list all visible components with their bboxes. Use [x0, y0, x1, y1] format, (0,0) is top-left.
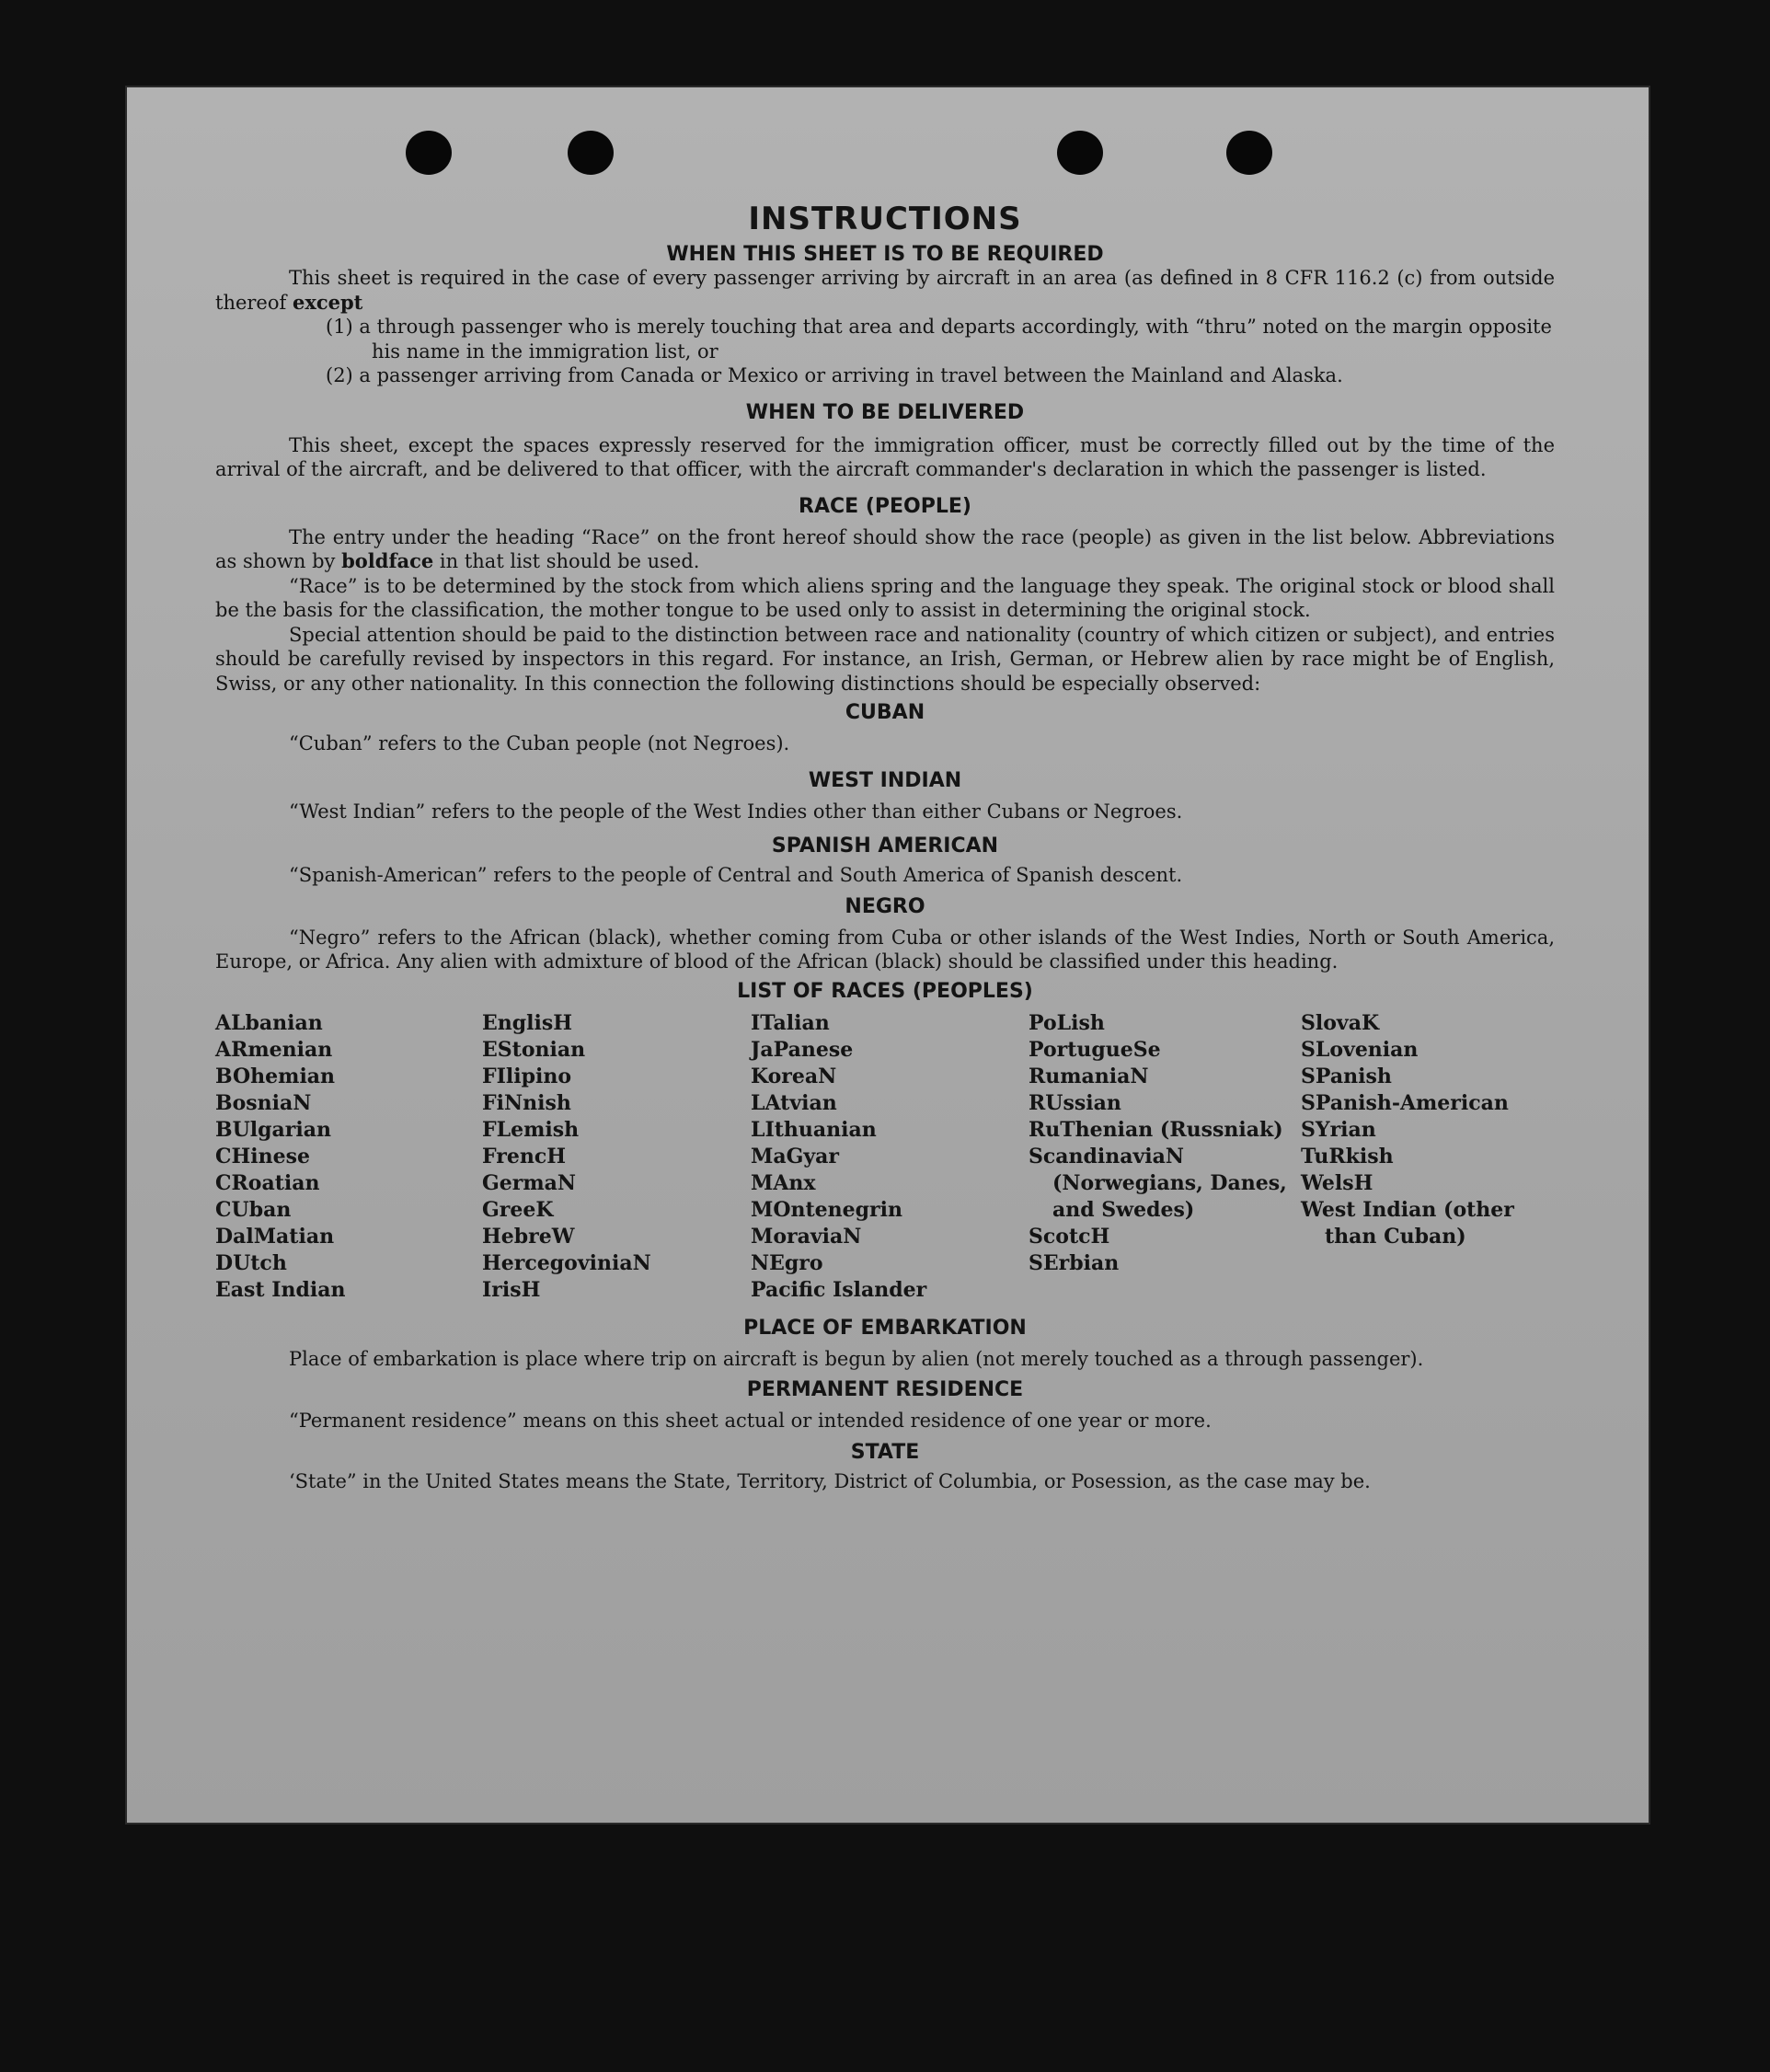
punch-hole [406, 131, 452, 175]
embarkation-text: Place of embarkation is place where trip on aircraft is begun by alien (not merely touched as a through passenger). [289, 1347, 1424, 1370]
race-entry: NEgro [751, 1250, 823, 1275]
race-entry: EnglisH [482, 1010, 573, 1035]
race-entry: WelsH [1301, 1170, 1373, 1195]
race-entry: MaGyar [751, 1144, 840, 1168]
race-entry: PoLish [1029, 1010, 1105, 1035]
section-heading-race: RACE (PEOPLE) [799, 494, 971, 518]
race-entry: JaPanese [751, 1037, 854, 1062]
section-heading-cuban: CUBAN [845, 701, 925, 724]
section-heading-embarkation: PLACE OF EMBARKATION [743, 1316, 1027, 1340]
race-entry: MAnx [751, 1170, 816, 1195]
race-entry: ScandinaviaN (Norwegians, Danes, and Swedes) [1029, 1144, 1287, 1222]
race-entry: GermaN [482, 1170, 577, 1195]
instructions-content [215, 201, 1555, 1493]
race-entry: ARmenian [215, 1037, 333, 1062]
races-column [751, 1010, 1029, 1304]
section-heading-state: STATE [850, 1440, 920, 1464]
race-entry: HercegoviniaN [482, 1250, 651, 1275]
race-entry: BOhemian [215, 1064, 336, 1088]
spanish-american-text: “Spanish-American” refers to the people of Central and South America of Spanish descent. [289, 864, 1183, 886]
race-entry: FrencH [482, 1144, 566, 1168]
race-entry: GreeK [482, 1197, 554, 1222]
race-entry: LAtvian [751, 1090, 837, 1115]
race-entry: ALbanian [215, 1010, 323, 1035]
race-entry: SPanish [1301, 1064, 1392, 1088]
race-entry: FiNnish [482, 1090, 571, 1115]
race-entry: IrisH [482, 1277, 541, 1302]
race-entry: Pacific Islander [751, 1277, 927, 1302]
west-indian-text: “West Indian” refers to the people of the West Indies other than either Cubans or Negroes. [289, 800, 1183, 823]
punch-hole [1057, 131, 1103, 175]
race-entry: FIlipino [482, 1064, 572, 1088]
punch-hole [1226, 131, 1272, 175]
race-entry: TuRkish [1301, 1144, 1394, 1168]
when-required-intro: This sheet is required in the case of every passenger arriving by aircraft in an area (as defined in 8 CFR 116.2 (c) from outside thereof except [215, 267, 1555, 314]
race-entry: HebreW [482, 1224, 575, 1249]
when-required-item: (1) a through passenger who is merely touching that area and departs accordingly, with “thru” noted on the margin opposite his name in the immigration list, or [326, 316, 1552, 363]
punch-hole [568, 131, 614, 175]
race-entry: EStonian [482, 1037, 586, 1062]
race-entry: CUban [215, 1197, 292, 1222]
race-entry: PortugueSe [1029, 1037, 1161, 1062]
negro-text: “Negro” refers to the African (black), whether coming from Cuba or other islands of the West Indies, North or South America, Europe, or Africa. Any alien with admixture of blood of the African (black) should be classified under this heading. [215, 926, 1555, 973]
state-text: ‘State” in the United States means the State, Territory, District of Columbia, or Posession, as the case may be. [289, 1469, 1371, 1492]
race-paragraph-3: Special attention should be paid to the distinction between race and nationality (country of which citizen or subject), and entries should be carefully revised by inspectors in this regard. For instance, an Irish, German, or Hebrew alien by race might be of English, Swiss, or any other nationality. In this connection the following distinctions should be especially observed: [215, 623, 1555, 695]
when-required-item: (2) a passenger arriving from Canada or Mexico or arriving in travel between the Mainland and Alaska. [326, 364, 1343, 386]
race-entry: RUssian [1029, 1090, 1121, 1115]
section-heading-spanish-american: SPANISH AMERICAN [771, 835, 999, 858]
race-entry: West Indian (other than Cuban) [1301, 1197, 1514, 1249]
section-heading-when-required: WHEN THIS SHEET IS TO BE REQUIRED [666, 243, 1104, 266]
races-column [1029, 1010, 1301, 1304]
race-entry: ITalian [751, 1010, 830, 1035]
race-entry: SLovenian [1301, 1037, 1419, 1062]
cuban-text: “Cuban” refers to the Cuban people (not Negroes). [289, 732, 790, 754]
races-column [215, 1010, 482, 1304]
race-entry: RumaniaN [1029, 1064, 1149, 1088]
races-column [1301, 1010, 1555, 1304]
race-entry: MOntenegrin [751, 1197, 902, 1222]
section-heading-when-delivered: WHEN TO BE DELIVERED [745, 400, 1025, 424]
race-entry: SPanish-American [1301, 1090, 1509, 1115]
race-entry: East Indian [215, 1277, 346, 1302]
race-entry: BUlgarian [215, 1117, 331, 1142]
race-entry: SErbian [1029, 1250, 1120, 1275]
race-entry: RuThenian (Russniak) [1029, 1117, 1283, 1142]
race-entry: DalMatian [215, 1224, 335, 1249]
section-heading-negro: NEGRO [845, 894, 925, 918]
section-heading-permanent-residence: PERMANENT RESIDENCE [746, 1378, 1024, 1401]
race-entry: KoreaN [751, 1064, 837, 1088]
race-entry: DUtch [215, 1250, 287, 1275]
page-title: INSTRUCTIONS [748, 201, 1022, 237]
race-entry: MoraviaN [751, 1224, 862, 1249]
race-entry: BosniaN [215, 1090, 312, 1115]
section-heading-list-of-races: LIST OF RACES (PEOPLES) [737, 979, 1033, 1003]
races-list [215, 1010, 1555, 1304]
permanent-residence-text: “Permanent residence” means on this sheet actual or intended residence of one year or more. [289, 1410, 1212, 1432]
race-entry: CRoatian [215, 1170, 320, 1195]
race-paragraph-1: The entry under the heading “Race” on the front hereof should show the race (people) as given in the list below. Abbreviations as shown by boldface in that list should be used. [215, 525, 1555, 572]
race-paragraph-2: “Race” is to be determined by the stock from which aliens spring and the language they speak. The original stock or blood shall be the basis for the classification, the mother tongue to be used only to assist in determining the original stock. [215, 574, 1555, 621]
race-entry: FLemish [482, 1117, 580, 1142]
race-entry: SYrian [1301, 1117, 1376, 1142]
race-entry: ScotcH [1029, 1224, 1110, 1249]
race-entry: LIthuanian [751, 1117, 877, 1142]
race-entry: SlovaK [1301, 1010, 1380, 1035]
races-column [482, 1010, 751, 1304]
document-sheet [125, 86, 1650, 1825]
when-delivered-text: This sheet, except the spaces expressly reserved for the immigration officer, must be correctly filled out by the time of the arrival of the aircraft, and be delivered to that officer, with the aircraft commander's declaration in which the passenger is listed. [215, 433, 1555, 480]
race-entry: CHinese [215, 1144, 311, 1168]
section-heading-west-indian: WEST INDIAN [808, 768, 962, 792]
